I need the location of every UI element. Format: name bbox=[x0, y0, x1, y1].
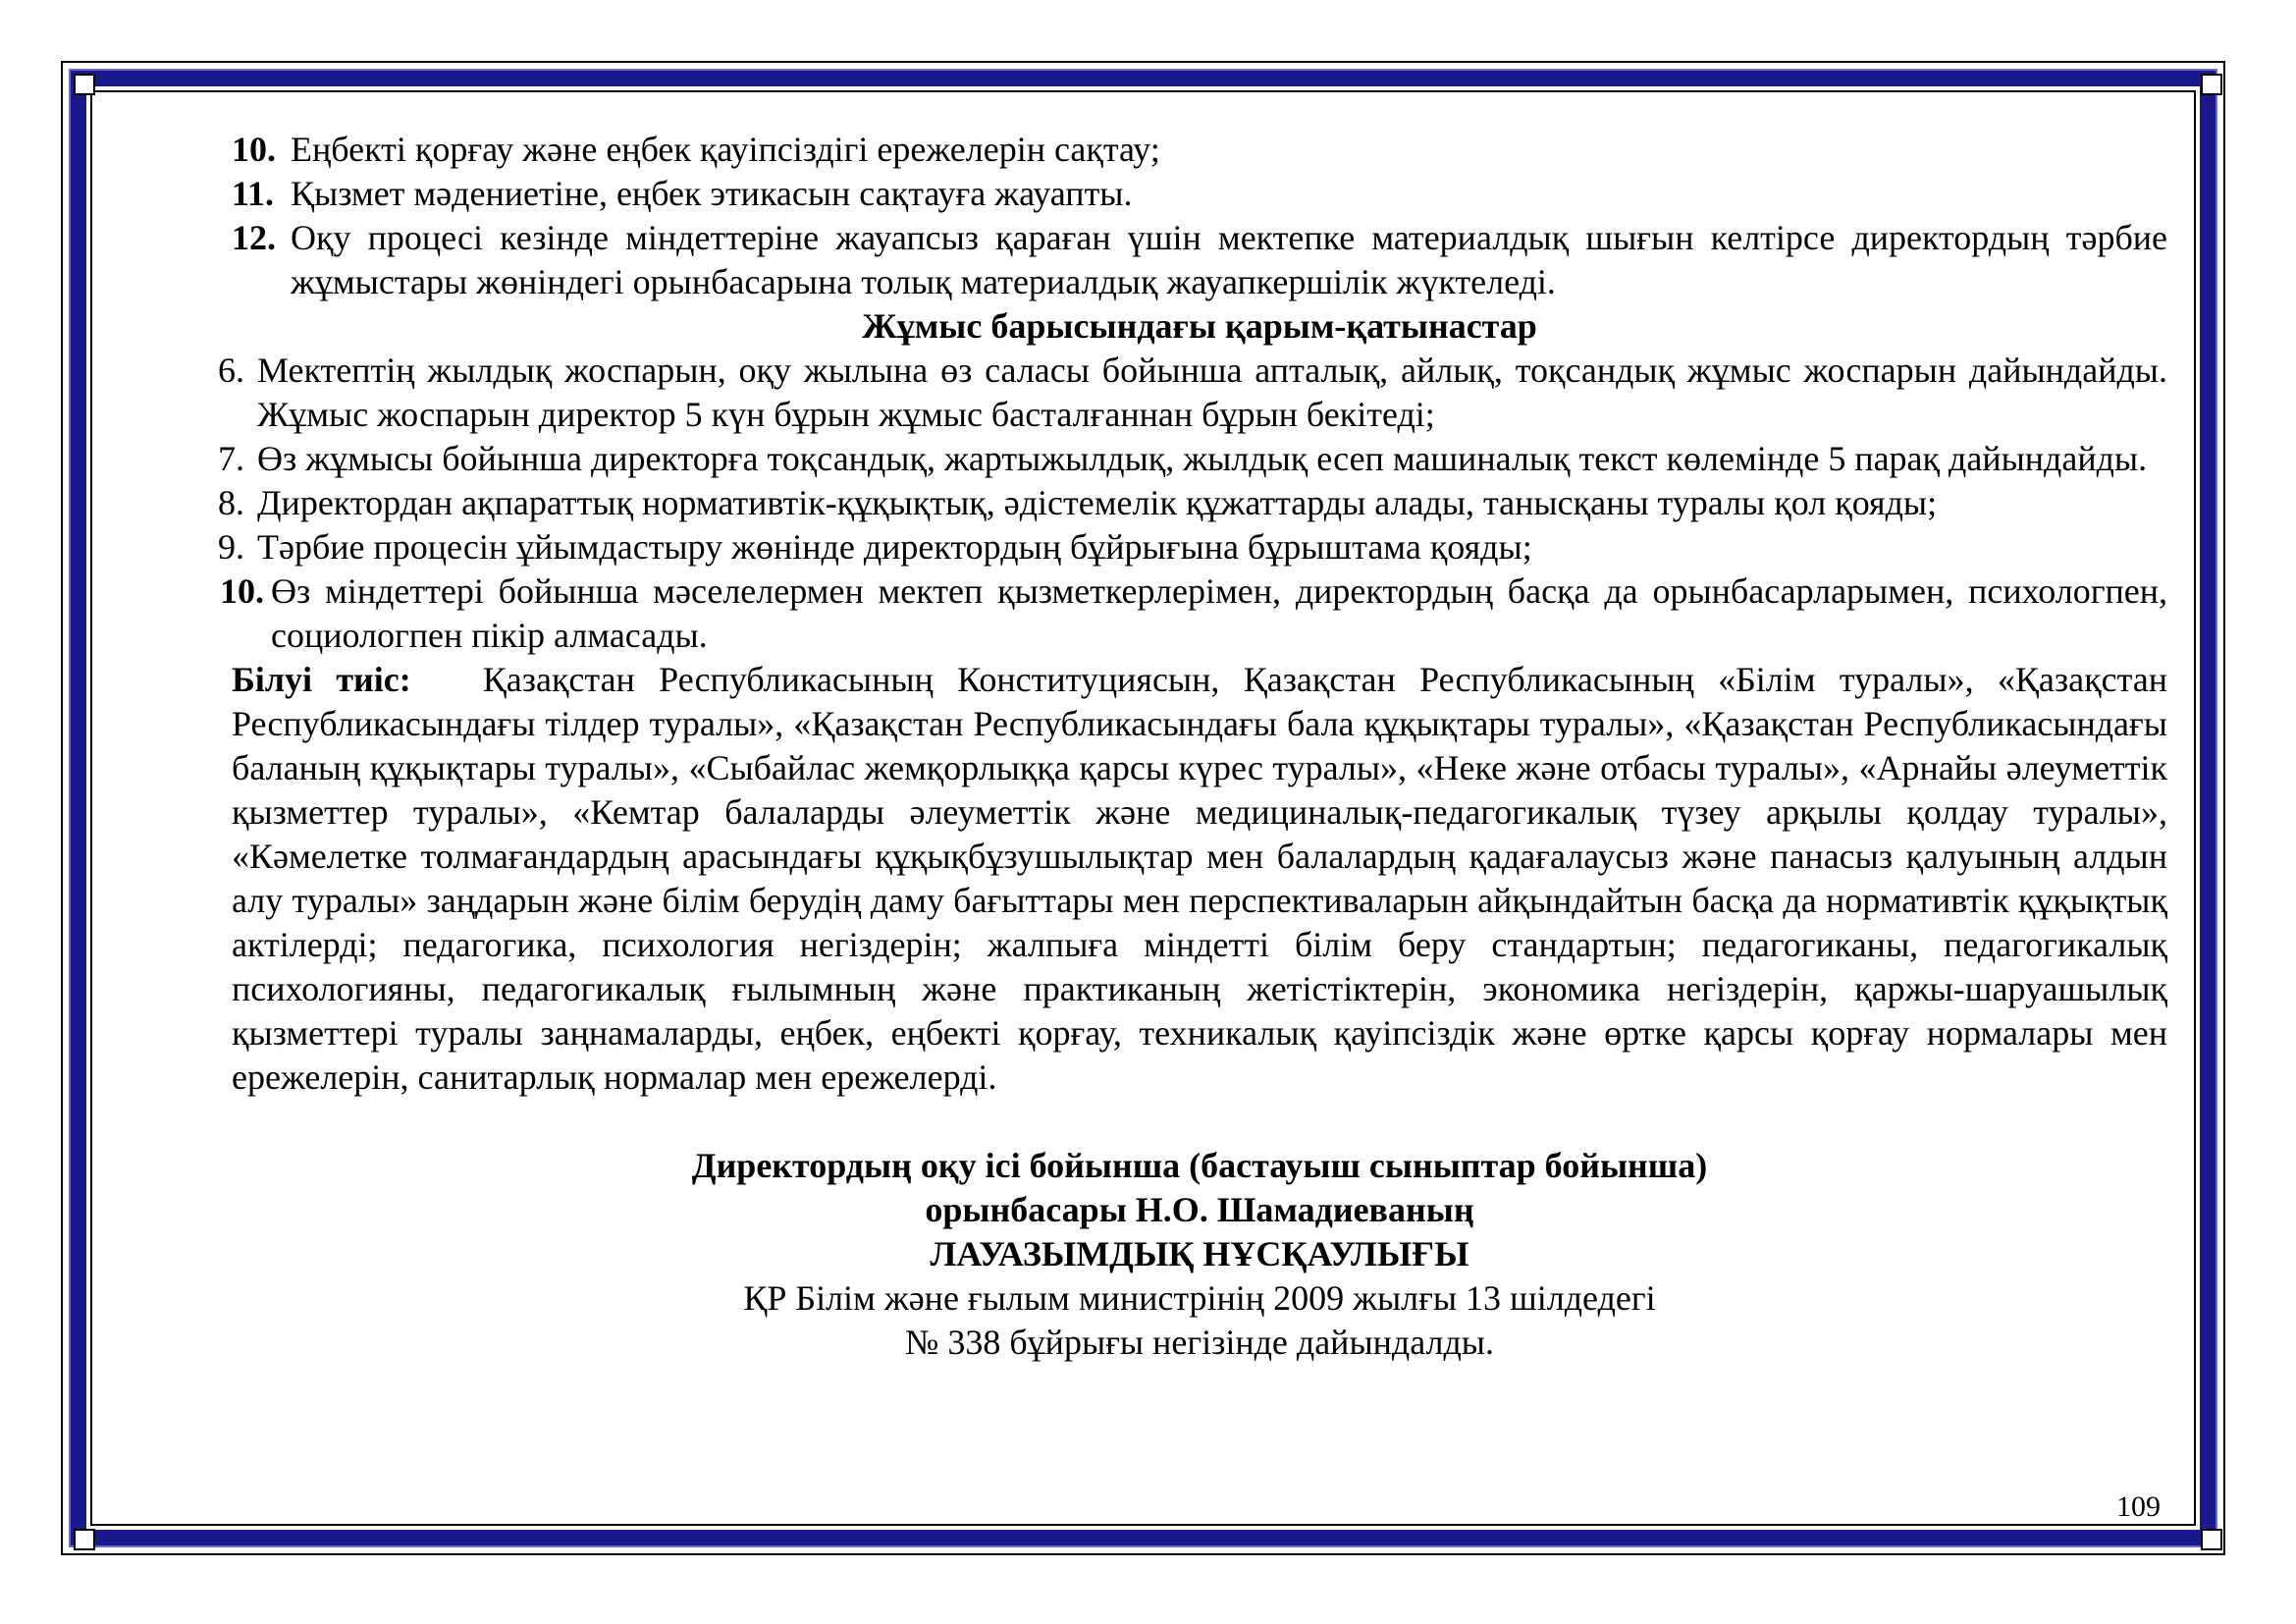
list-item-text: Мектептің жылдық жоспарын, оқу жылына өз саласы бойынша апталық, айлық, тоқсандық жұмыс жоспарын дайындайды. Жұмыс жоспарын директор 5 күн бұрын жұмыс басталғаннан бұрын бекітеді; bbox=[257, 351, 2167, 434]
list-item bbox=[218, 481, 2167, 525]
list-item-text: Еңбекті қорғау және еңбек қауіпсіздігі ережелерін сақтау; bbox=[291, 130, 1160, 169]
list-item-number: 10. bbox=[220, 571, 264, 611]
list-item-text: Өз міндеттері бойынша мәселелермен мектеп қызметкерлерімен, директордың басқа да орынбасарларымен, психологпен, социологпен пікір алмасады. bbox=[271, 571, 2167, 655]
corner-ornament-bottom-left bbox=[65, 1520, 104, 1559]
title-line-4: ҚР Білім және ғылым министрінің 2009 жылғы 13 шілдедегі bbox=[743, 1278, 1656, 1318]
list-item bbox=[232, 172, 2167, 216]
page-number: 109 bbox=[2116, 1490, 2161, 1523]
list-item-text: Қызмет мәдениетіне, еңбек этикасын сақтауға жауапты. bbox=[291, 174, 1133, 213]
list-item-number: 7. bbox=[218, 439, 244, 478]
document-title: ЛАУАЗЫМДЫҚ НҰСҚАУЛЫҒЫ bbox=[930, 1234, 1469, 1273]
title-line-5: № 338 бұйрығы негізінде дайындалды. bbox=[905, 1323, 1494, 1362]
corner-ornament-top-right bbox=[2192, 65, 2231, 104]
list-item-text: Өз жұмысы бойынша директорға тоқсандық, жартыжылдық, жылдық есеп машиналық текст көлемінде 5 парақ дайындайды. bbox=[257, 439, 2148, 478]
corner-ornament-top-left bbox=[65, 65, 104, 104]
title-line-1: Директордың оқу ісі бойынша (бастауыш сыныптар бойынша) bbox=[691, 1146, 1708, 1185]
list-item bbox=[218, 437, 2167, 481]
corner-ornament-bottom-right bbox=[2192, 1520, 2231, 1559]
list-item-number: 12. bbox=[232, 218, 276, 257]
list-item bbox=[218, 525, 2167, 569]
list-item-text: Тәрбие процесін ұйымдастыру жөнінде директордың бұйрығына бұрыштама қояды; bbox=[257, 527, 1532, 567]
list-item-number: 10. bbox=[232, 130, 276, 169]
list-item-text: Директордан ақпараттық нормативтік-құқықтық, әдістемелік құжаттарды алады, танысқаны туралы қол қояды; bbox=[257, 483, 1938, 522]
list-item bbox=[218, 349, 2167, 437]
list-item bbox=[232, 128, 2167, 172]
list-item-number: 8. bbox=[218, 483, 244, 522]
document-body bbox=[218, 128, 2167, 1365]
list-item-text: Оқу процесі кезінде міндеттеріне жауапсыз қараған үшін мектепке материалдық шығын келтірсе директордың тәрбие жұмыстары жөніндегі орынбасарына толық материалдық жауапкершілік жүктеледі. bbox=[291, 218, 2167, 301]
knowledge-requirements-paragraph bbox=[232, 658, 2167, 1100]
title-line-2: орынбасары Н.О. Шамадиеваның bbox=[925, 1190, 1474, 1229]
list-item-number: 11. bbox=[232, 174, 275, 213]
knowledge-requirements-text: Қазақстан Республикасының Конституциясын, Қазақстан Республикасының «Білім туралы», «Қазақстан Республикасындағы тілдер туралы», «Қазақстан Республикасындағы бала құқықтары туралы», «Қазақстан Республикасындағы баланың құқықтары туралы», «Сыбайлас жемқорлыққа қарсы күрес туралы», «Неке және отбасы туралы», «Арнайы әлеуметтік қызметтер туралы», «Кемтар балаларды әлеуметтік және медициналық-педагогикалық түзеу арқылы қолдау туралы», «Кәмелетке толмағандардың арасындағы құқықбұзушылықтар мен балалардың қадағалаусыз және панасыз қалуының алдын алу туралы» заңдарын және білім берудің даму бағыттары мен перспективаларын айқындайтын басқа да нормативтік құқықтық актілерді; педагогика, психология негіздерін; жалпыға міндетті білім беру стандартын; педагогиканы, педагогикалық психологияны, педагогикалық ғылымның және практиканың жетістіктерін, экономика негіздерін, қаржы-шаруашылық қызметтері туралы заңнамаларды, еңбек, еңбекті қорғау, техникалық қауіпсіздік және өртке қарсы қорғау нормалары мен ережелерін, санитарлық нормалар мен ережелерді. bbox=[232, 660, 2167, 1097]
section-heading: Жұмыс барысындағы қарым-қатынастар bbox=[862, 306, 1537, 346]
list-item-number: 6. bbox=[218, 351, 244, 390]
list-item-number: 9. bbox=[218, 527, 244, 567]
knowledge-requirements-label: Білуі тиіс: bbox=[232, 660, 411, 699]
list-item bbox=[220, 569, 2167, 658]
list-item bbox=[232, 216, 2167, 304]
